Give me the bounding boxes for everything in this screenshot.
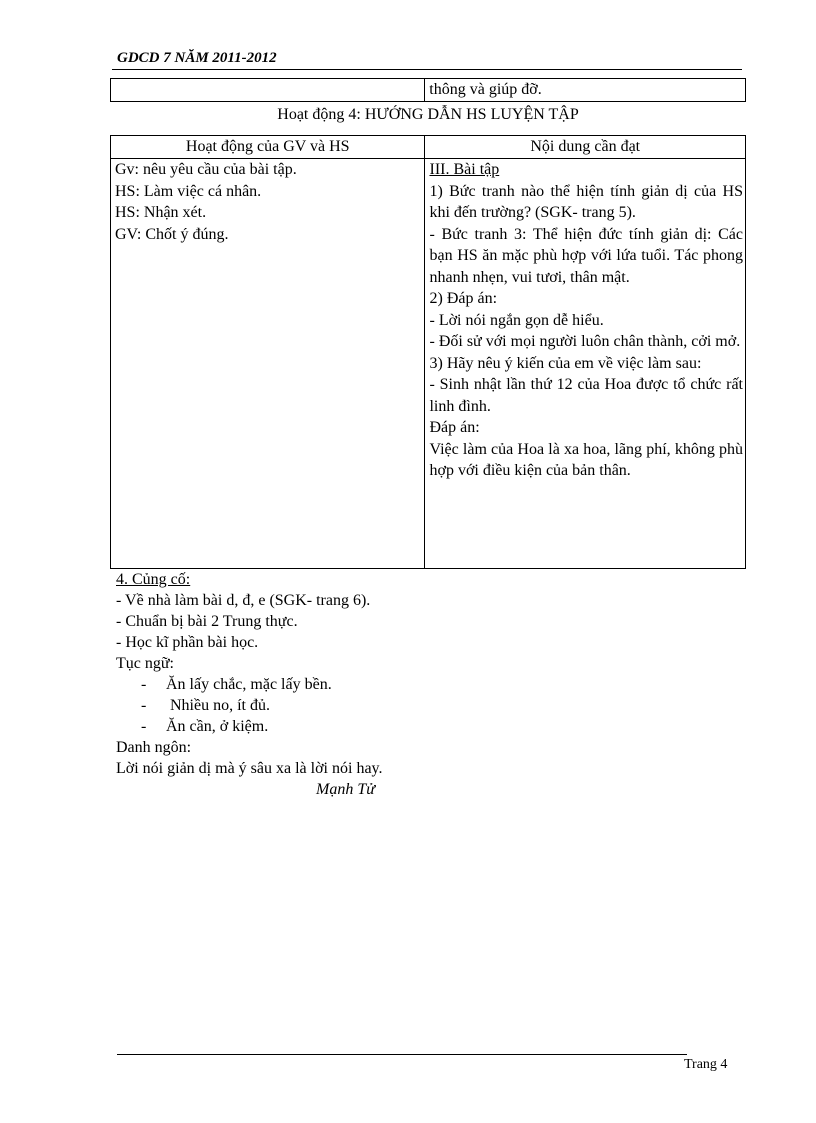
content-paragraph: Đáp án: [429,419,480,436]
homework-item: - Học kĩ phần bài học. [116,634,259,651]
exercise-table [110,135,746,569]
document-header: GDCD 7 NĂM 2011-2012 [117,50,277,66]
header-divider [112,69,742,70]
proverb-item [116,716,756,737]
bullet-dash: - [141,697,147,714]
proverb-item [116,674,756,695]
continued-cell-left [111,79,425,102]
bullet-dash: - [141,676,147,693]
quote-text: Lời nói giản dị mà ý sâu xa là lời nói hay. [116,760,383,777]
activity-line: Gv: nêu yêu cầu của bài tập. [115,161,297,178]
proverb-text: Ăn cần, ở kiệm. [166,718,269,735]
proverb-text: Ăn lấy chắc, mặc lấy bền. [166,676,332,693]
continued-table [110,78,746,102]
page-number: Trang 4 [684,1057,728,1072]
content-paragraph: - Đối sử với mọi người luôn chân thành, cởi mở. [429,333,741,350]
content-paragraph: - Sinh nhật lần thứ 12 của Hoa được tổ chức rất linh đình. [429,376,743,415]
homework-item: - Chuẩn bị bài 2 Trung thực. [116,613,298,630]
proverb-text: Nhiều no, ít đủ. [170,697,270,714]
content-cell [425,159,746,569]
content-paragraph: 1) Bức tranh nào thể hiện tính giản dị của HS khi đến trường? (SGK- trang 5). [429,182,743,221]
content-paragraph: - Bức tranh 3: Thể hiện đức tính giản dị: Các bạn HS ăn mặc phù hợp với lứa tuổi. Tác phong nhanh nhẹn, vui tươi, thân mật. [429,225,743,286]
content-paragraph: - Lời nói ngắn gọn dễ hiểu. [429,311,604,329]
homework-item: - Về nhà làm bài d, đ, e (SGK- trang 6). [116,592,371,609]
footer-divider [117,1054,687,1055]
activity-line: GV: Chốt ý đúng. [115,225,229,243]
content-paragraph: 3) Hãy nêu ý kiến của em về việc làm sau: [429,354,702,372]
quote-author: Mạnh Tử [316,781,375,798]
col-header-activities: Hoạt động của GV và HS [111,136,425,159]
col-header-content: Nội dung cần đạt [425,136,746,159]
content-paragraph: Việc làm của Hoa là xa hoa, lãng phí, không phù hợp với điều kiện của bản thân. [429,440,743,479]
activity-line: HS: Làm việc cá nhân. [115,182,262,200]
proverb-heading: Tục ngữ: [116,655,174,672]
exercise-heading: III. Bài tập [429,161,500,178]
proverb-item [116,695,756,716]
content-paragraph: 2) Đáp án: [429,290,498,307]
quote-heading: Danh ngôn: [116,739,192,756]
activity-title: Hoạt động 4: HƯỚNG DẪN HS LUYỆN TẬP [277,106,579,123]
bullet-dash: - [141,718,147,735]
consolidation-section [116,569,756,800]
activities-cell [111,159,425,569]
continued-cell-right: thông và giúp đỡ. [425,79,746,102]
activity-line: HS: Nhận xét. [115,204,207,221]
consolidation-heading: 4. Củng cố: [116,571,191,588]
